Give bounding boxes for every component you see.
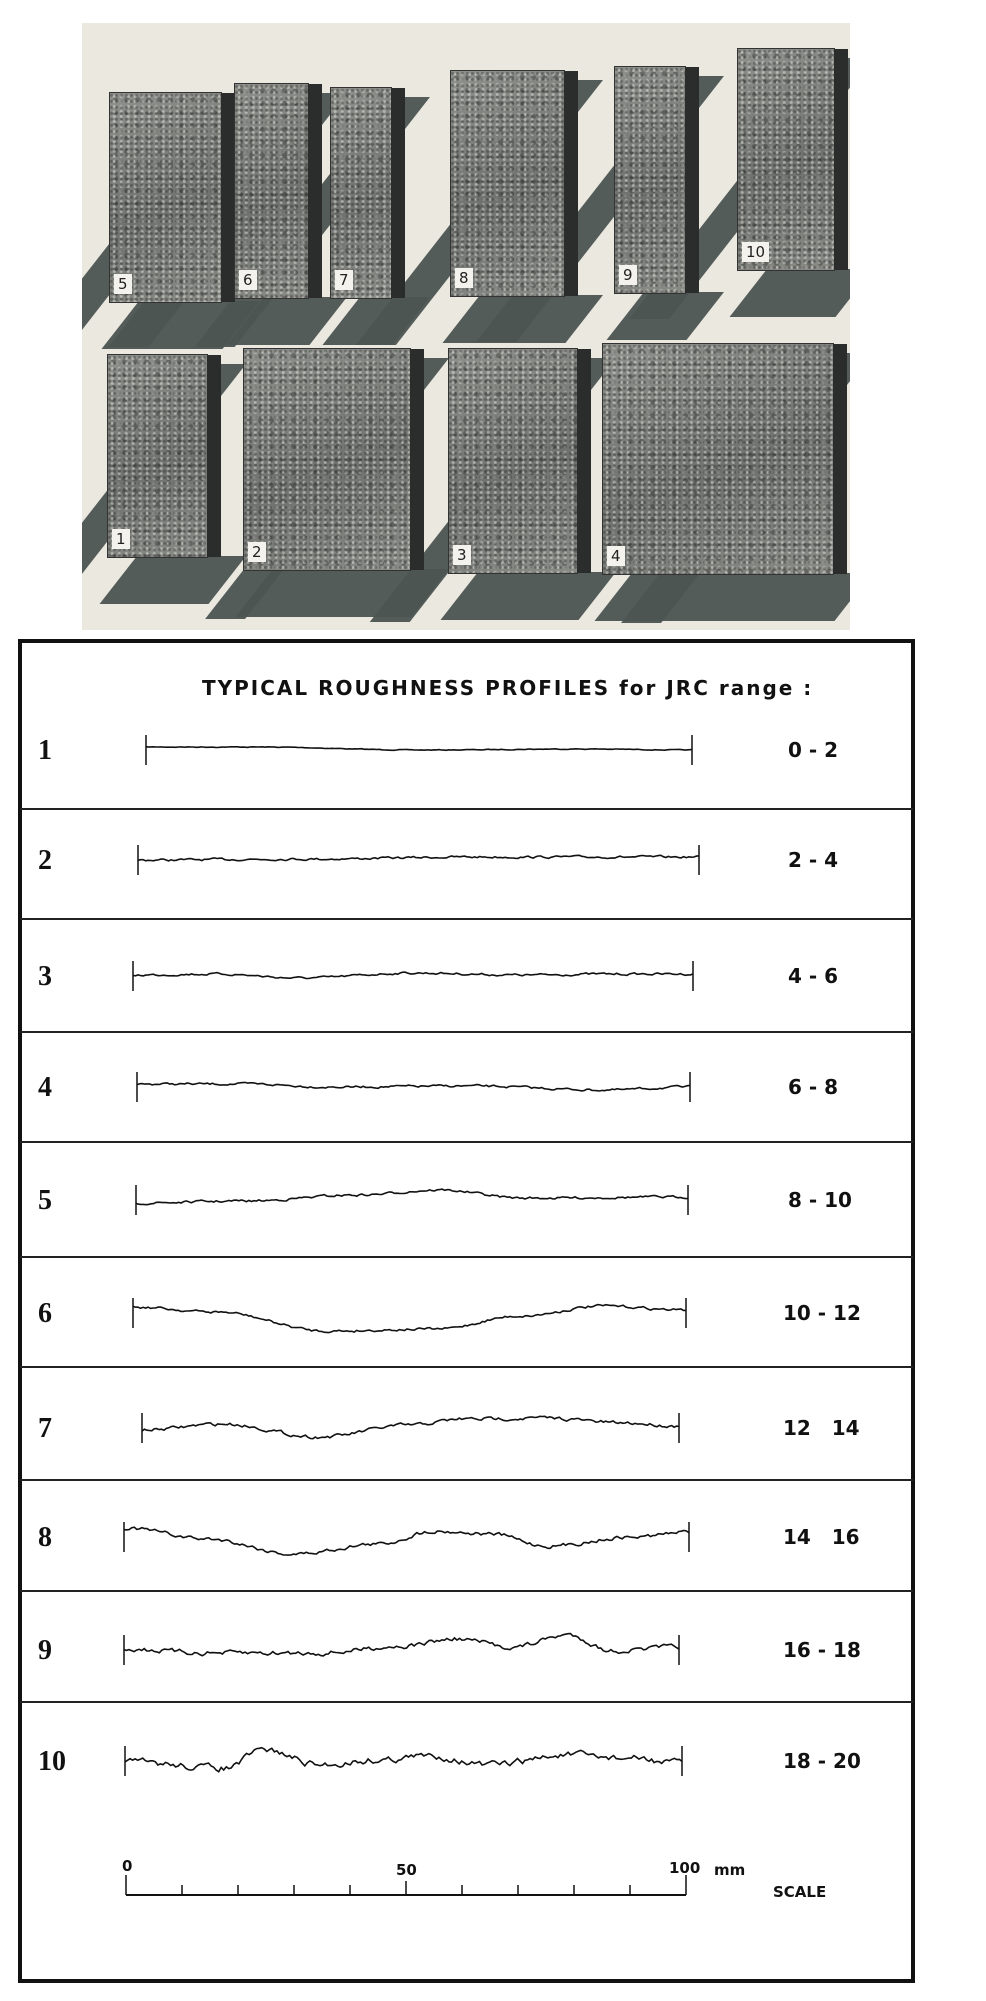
specimen-label: 6 [239, 270, 257, 290]
profile-number: 2 [38, 845, 52, 876]
scale-label-50: 50 [396, 1861, 417, 1879]
specimen-label: 9 [619, 265, 637, 285]
jrc-range-label: 6 - 8 [788, 1075, 839, 1099]
specimen-label: 5 [114, 274, 132, 294]
jrc-range-label: 10 - 12 [783, 1301, 861, 1325]
profile-number: 4 [38, 1072, 52, 1103]
scale-title: SCALE [773, 1883, 827, 1901]
specimen-label: 3 [453, 545, 471, 565]
specimen-label: 4 [607, 546, 625, 566]
jrc-range-label: 2 - 4 [788, 848, 839, 872]
jrc-range-label: 14 16 [783, 1525, 860, 1549]
profile-number: 1 [38, 735, 52, 766]
chart-title: TYPICAL ROUGHNESS PROFILES for JRC range : [202, 676, 814, 700]
specimen-label: 8 [455, 268, 473, 288]
scale-label-0: 0 [122, 1857, 133, 1875]
profile-number: 8 [38, 1522, 52, 1553]
profile-number: 10 [38, 1746, 66, 1777]
profile-number: 9 [38, 1635, 52, 1666]
scale-label-100: 100 [669, 1859, 701, 1877]
scale-unit: mm [714, 1861, 746, 1879]
jrc-range-label: 0 - 2 [788, 738, 839, 762]
profile-number: 3 [38, 961, 52, 992]
specimen-label: 10 [742, 242, 769, 262]
jrc-range-label: 4 - 6 [788, 964, 839, 988]
specimen-label: 2 [248, 542, 266, 562]
jrc-range-label: 18 - 20 [783, 1749, 861, 1773]
jrc-range-label: 16 - 18 [783, 1638, 861, 1662]
specimen-label: 1 [112, 529, 130, 549]
profile-number: 5 [38, 1185, 52, 1216]
jrc-range-label: 12 14 [783, 1416, 860, 1440]
jrc-range-label: 8 - 10 [788, 1188, 852, 1212]
profile-number: 7 [38, 1413, 52, 1444]
specimen-label: 7 [335, 270, 353, 290]
chart-frame [20, 641, 913, 1981]
profile-number: 6 [38, 1298, 52, 1329]
